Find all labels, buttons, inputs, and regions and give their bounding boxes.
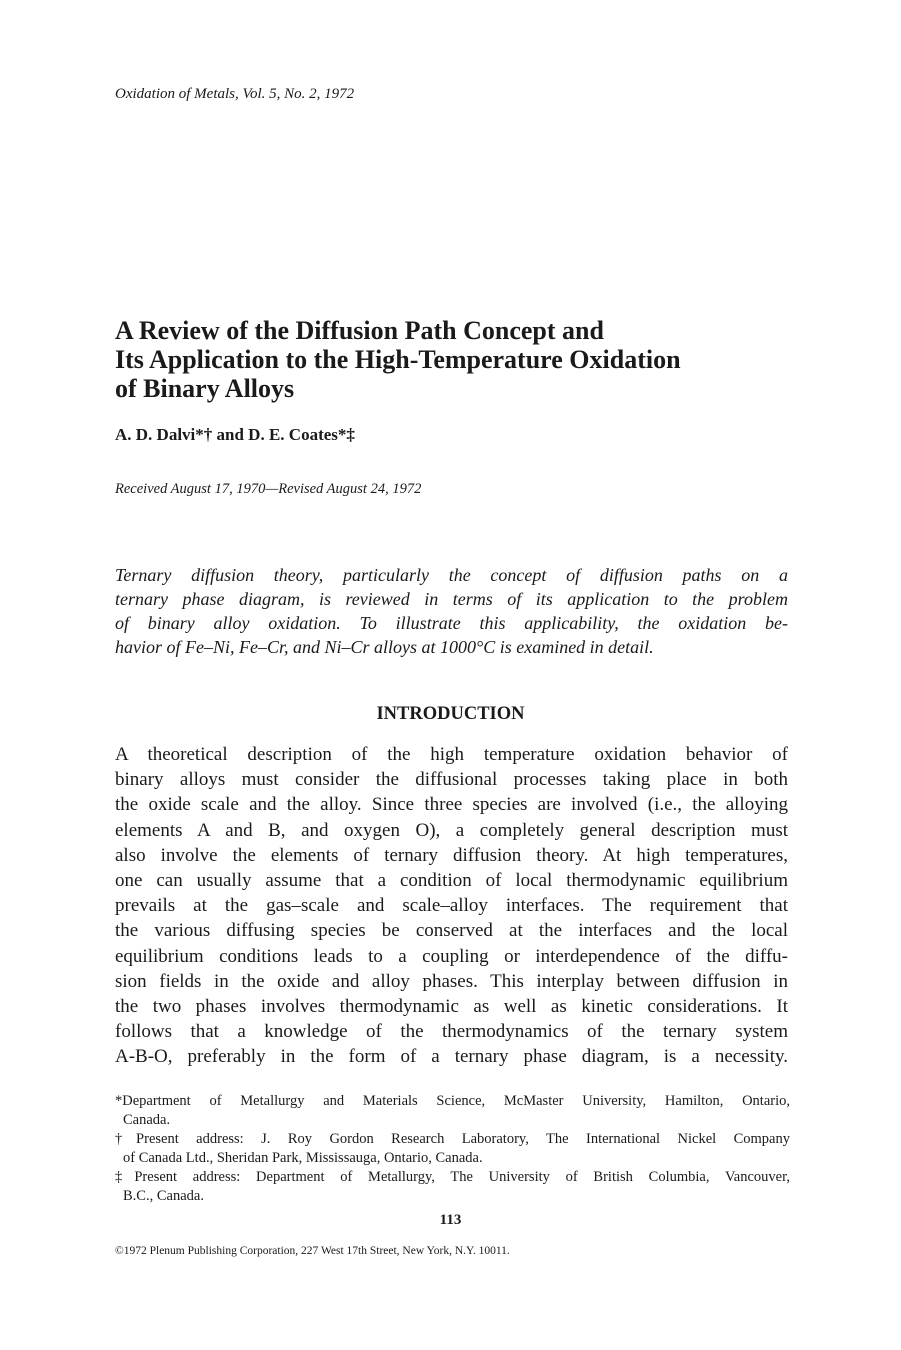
authors: A. D. Dalvi*† and D. E. Coates*‡ bbox=[115, 425, 355, 444]
introduction-paragraph bbox=[115, 742, 788, 1070]
title-line: A Review of the Diffusion Path Concept and bbox=[115, 316, 604, 345]
intro-line: sion fields in the oxide and alloy phases. This interplay between diffusion in bbox=[115, 970, 788, 992]
footnote-present-address-dalvi bbox=[115, 1130, 790, 1168]
footnote-line: †Present address: J. Roy Gordon Research Laboratory, The International Nickel Company bbox=[115, 1131, 790, 1147]
title-line: of Binary Alloys bbox=[115, 374, 295, 403]
journal-citation: Oxidation of Metals, Vol. 5, No. 2, 1972 bbox=[115, 86, 355, 102]
footnote-line: ‡Present address: Department of Metallurgy, The University of British Columbia, Vancouver, bbox=[115, 1169, 790, 1185]
intro-line: the two phases involves thermodynamic as well as kinetic considerations. It bbox=[115, 996, 788, 1018]
footnote-line: Canada. bbox=[123, 1112, 171, 1128]
footnote-present-address-coates bbox=[115, 1168, 790, 1206]
page-number: 113 bbox=[439, 1212, 462, 1228]
title-line: Its Application to the High-Temperature Oxidation bbox=[115, 345, 681, 374]
intro-line: A theoretical description of the high temperature oxidation behavior of bbox=[115, 744, 788, 765]
intro-line: also involve the elements of ternary diffusion theory. At high temperatures, bbox=[115, 844, 788, 866]
footnote-affiliation bbox=[115, 1092, 790, 1130]
intro-line: binary alloys must consider the diffusional processes taking place in both bbox=[115, 769, 788, 791]
intro-line: one can usually assume that a condition of local thermodynamic equilibrium bbox=[115, 870, 788, 892]
section-heading: INTRODUCTION bbox=[376, 704, 525, 724]
abstract-line: ternary phase diagram, is reviewed in terms of its application to the problem bbox=[115, 589, 788, 609]
received-dates: Received August 17, 1970—Revised August 24, 1972 bbox=[115, 481, 422, 497]
intro-line: equilibrium conditions leads to a coupling or interdependence of the diffu- bbox=[115, 945, 788, 967]
intro-line: prevails at the gas–scale and scale–alloy interfaces. The requirement that bbox=[115, 895, 788, 917]
footnote-line: *Department of Metallurgy and Materials Science, McMaster University, Hamilton, Ontario, bbox=[115, 1093, 790, 1109]
abstract-line: Ternary diffusion theory, particularly the concept of diffusion paths on a bbox=[115, 565, 788, 585]
intro-line: the various diffusing species be conserved at the interfaces and the local bbox=[115, 920, 788, 942]
abstract-line: havior of Fe–Ni, Fe–Cr, and Ni–Cr alloys at 1000°C is examined in detail. bbox=[115, 637, 654, 657]
intro-line: A-B-O, preferably in the form of a ternary phase diagram, is a necessity. bbox=[115, 1046, 788, 1068]
intro-line: follows that a knowledge of the thermodynamics of the ternary system bbox=[115, 1021, 788, 1043]
abstract-line: of binary alloy oxidation. To illustrate this applicability, the oxidation be- bbox=[115, 613, 788, 633]
copyright-notice: ©1972 Plenum Publishing Corporation, 227 West 17th Street, New York, N.Y. 10011. bbox=[115, 1245, 510, 1257]
paper-title bbox=[115, 316, 815, 403]
intro-line: the oxide scale and the alloy. Since three species are involved (i.e., the alloying bbox=[115, 794, 788, 816]
footnotes bbox=[115, 1092, 790, 1206]
abstract bbox=[115, 563, 788, 659]
footnote-line: B.C., Canada. bbox=[123, 1188, 204, 1204]
intro-line: elements A and B, and oxygen O), a completely general description must bbox=[115, 819, 788, 841]
footnote-line: of Canada Ltd., Sheridan Park, Mississauga, Ontario, Canada. bbox=[123, 1150, 483, 1166]
